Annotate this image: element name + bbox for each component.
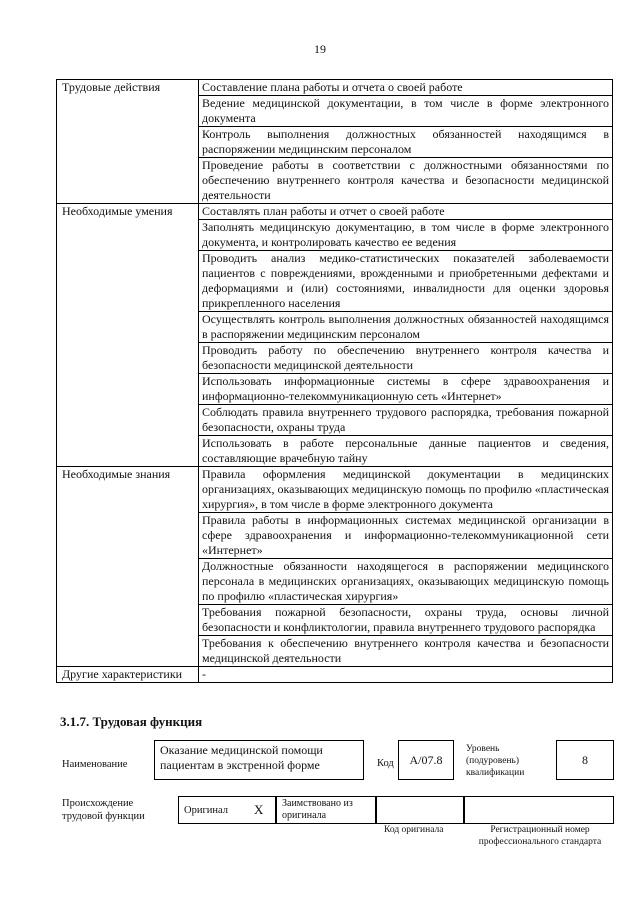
original-label: Оригинал <box>184 805 228 816</box>
row-item: Осуществлять контроль выполнения должностных обязанностей находящимся в распоряжении медицинским персоналом <box>199 312 613 343</box>
row-item: Правила оформления медицинской документации в медицинских организациях, оказывающих медицинскую помощь по профилю «пластическая хирургия», в том числе в форме электронного документа <box>199 467 613 513</box>
row-item: Соблюдать правила внутреннего трудового распорядка, требования пожарной безопасности, охраны труда <box>199 405 613 436</box>
row-item: Требования пожарной безопасности, охраны труда, основы личной безопасности и конфликтологии, правила внутреннего трудового распорядка <box>199 605 613 636</box>
page-number: 19 <box>314 42 326 56</box>
row-item: Заполнять медицинскую документацию, в том числе в форме электронного документа, и контролировать качество ее ведения <box>199 220 613 251</box>
row-label: Необходимые знания <box>57 467 199 667</box>
row-item: Проводить работу по обеспечению внутреннего контроля качества и безопасности медицинской деятельности <box>199 343 613 374</box>
row-item: Использовать в работе персональные данные пациентов и сведения, составляющие врачебную тайну <box>199 436 613 467</box>
row-item: Составление плана работы и отчета о своей работе <box>199 80 613 96</box>
table-row <box>57 467 613 513</box>
level-box <box>556 740 614 780</box>
section-title: 3.1.7. Трудовая функция <box>60 714 203 729</box>
row-item: Правила работы в информационных системах медицинской организации в сфере здравоохранения и информационно-телекоммуникационной сети «Интернет» <box>199 513 613 559</box>
origin-label: Происхождение трудовой функции <box>62 798 145 822</box>
row-item: Использовать информационные системы в сфере здравоохранения и информационно-телекоммуникационную сеть «Интернет» <box>199 374 613 405</box>
original-cell <box>178 796 276 824</box>
row-item: Ведение медицинской документации, в том числе в форме электронного документа <box>199 96 613 127</box>
table-row <box>57 204 613 220</box>
table-row <box>57 80 613 96</box>
level-value: 8 <box>582 753 588 767</box>
function-name-value: Оказание медицинской помощи пациентам в экстренной форме <box>160 743 323 772</box>
reg-number-cell <box>464 796 614 824</box>
row-label: Другие характеристики <box>57 667 199 683</box>
row-item: Должностные обязанности находящегося в распоряжении медицинского персонала в медицинских организациях, оказывающих медицинскую помощь по профилю «пластическая хирургия» <box>199 559 613 605</box>
row-item: Контроль выполнения должностных обязанностей находящимся в распоряжении медицинским персоналом <box>199 127 613 158</box>
original-mark: X <box>254 802 264 817</box>
code-label: Код <box>377 758 394 769</box>
row-item: Требования к обеспечению внутреннего контроля качества и безопасности медицинской деятельности <box>199 636 613 667</box>
function-name-box <box>154 740 364 780</box>
name-label: Наименование <box>62 759 128 770</box>
row-item: - <box>199 667 613 683</box>
row-item: Составлять план работы и отчет о своей работе <box>199 204 613 220</box>
row-item: Проведение работы в соответствии с должностными обязанностями по обеспечению внутреннего контроля качества и безопасности медицинской деятельности <box>199 158 613 204</box>
table-row <box>57 667 613 683</box>
borrowed-cell <box>276 796 376 824</box>
reg-number-label: Регистрационный номер профессионального стандарта <box>478 825 602 847</box>
code-original-cell <box>376 796 464 824</box>
code-box <box>398 740 454 780</box>
code-original-label: Код оригинала <box>384 825 444 835</box>
competency-table <box>56 79 613 683</box>
row-item: Проводить анализ медико-статистических показателей заболеваемости пациентов с повреждениями, врожденными и приобретенными дефектами и деформациями и (или) состояниями, инвалидности для оценки здоровья прикрепленного населения <box>199 251 613 312</box>
row-label: Необходимые умения <box>57 204 199 467</box>
borrowed-label: Заимствовано из оригинала <box>282 798 353 821</box>
level-label: Уровень (подуровень) квалификации <box>466 744 525 778</box>
row-label: Трудовые действия <box>57 80 199 204</box>
code-value: A/07.8 <box>409 753 443 767</box>
